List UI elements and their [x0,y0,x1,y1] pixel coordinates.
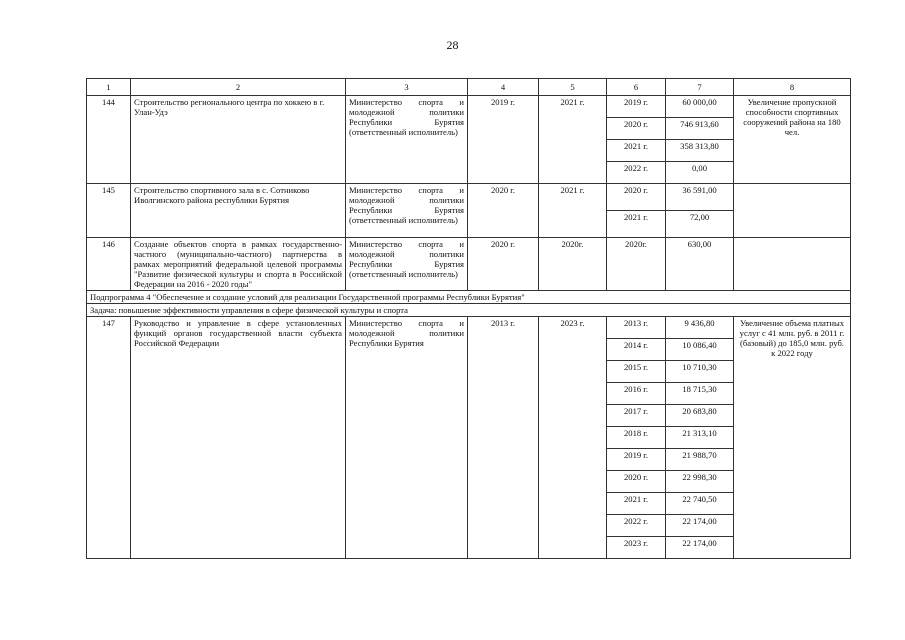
funding-year: 2021 г. [607,493,666,515]
funding-amount: 22 174,00 [666,537,734,559]
funding-amount: 746 913,60 [666,118,734,140]
funding-year: 2020 г. [607,184,666,211]
funding-amount: 0,00 [666,162,734,184]
end-year: 2020г. [539,238,607,291]
funding-amount: 60 000,00 [666,96,734,118]
start-year: 2019 г. [468,96,539,184]
end-year: 2023 г. [539,317,607,559]
col-number-header: 4 [468,79,539,96]
funding-year: 2019 г. [607,96,666,118]
funding-year: 2020 г. [607,118,666,140]
table-row [87,304,851,317]
funding-amount: 21 988,70 [666,449,734,471]
end-year: 2021 г. [539,96,607,184]
funding-amount: 630,00 [666,238,734,291]
funding-year: 2019 г. [607,449,666,471]
funding-year: 2020 г. [607,471,666,493]
expected-result: Увеличение пропускной способности спортивных сооружений района на 180 чел. [734,96,851,184]
executor: Министерство спорта и молодежной политики Республики Бурятия (ответственный исполнитель) [346,96,468,184]
measure-name: Создание объектов спорта в рамках государственно-частного (муниципально-частного) партнерства в рамках мероприятий федеральной целевой программы "Развитие физической культуры и спорта в Российской Федерации на 2016 - 2020 годы" [131,238,346,291]
table-row [87,184,851,211]
funding-year: 2021 г. [607,211,666,238]
funding-amount: 22 174,00 [666,515,734,537]
start-year: 2013 г. [468,317,539,559]
end-year: 2021 г. [539,184,607,238]
funding-amount: 9 436,80 [666,317,734,339]
page-number: 28 [446,38,459,52]
funding-amount: 72,00 [666,211,734,238]
task-title: Задача: повышение эффективности управления в сфере физической культуры и спорта [87,304,851,317]
col-number-header: 1 [87,79,131,96]
expected-result [734,238,851,291]
executor: Министерство спорта и молодежной политики Республики Бурятия [346,317,468,559]
col-number-header: 8 [734,79,851,96]
funding-year: 2020г. [607,238,666,291]
funding-year: 2014 г. [607,339,666,361]
funding-amount: 20 683,80 [666,405,734,427]
funding-year: 2015 г. [607,361,666,383]
funding-amount: 22 998,30 [666,471,734,493]
measure-name: Строительство спортивного зала в с. Сотниково Иволгинского района республики Бурятия [131,184,346,238]
funding-year: 2013 г. [607,317,666,339]
start-year: 2020 г. [468,238,539,291]
funding-amount: 358 313,80 [666,140,734,162]
row-number: 146 [87,238,131,291]
funding-amount: 22 740,50 [666,493,734,515]
funding-amount: 21 313,10 [666,427,734,449]
row-number: 145 [87,184,131,238]
funding-year: 2023 г. [607,537,666,559]
executor: Министерство спорта и молодежной политики Республики Бурятия (ответственный исполнитель) [346,238,468,291]
expected-result: Увеличение объема платных услуг с 41 млн. руб. в 2011 г. (базовый) до 185,0 млн. руб. к 2022 году [734,317,851,559]
funding-amount: 18 715,30 [666,383,734,405]
funding-year: 2018 г. [607,427,666,449]
funding-year: 2016 г. [607,383,666,405]
column-number-row [87,79,851,96]
table-row [87,96,851,118]
funding-year: 2021 г. [607,140,666,162]
funding-amount: 10 086,40 [666,339,734,361]
program-table [86,78,851,559]
start-year: 2020 г. [468,184,539,238]
col-number-header: 2 [131,79,346,96]
col-number-header: 3 [346,79,468,96]
funding-year: 2022 г. [607,162,666,184]
executor: Министерство спорта и молодежной политики Республики Бурятия (ответственный исполнитель) [346,184,468,238]
measure-name: Строительство регионального центра по хоккею в г. Улан-Удэ [131,96,346,184]
col-number-header: 7 [666,79,734,96]
row-number: 147 [87,317,131,559]
expected-result [734,184,851,238]
table-row [87,317,851,339]
col-number-header: 5 [539,79,607,96]
funding-year: 2017 г. [607,405,666,427]
row-number: 144 [87,96,131,184]
col-number-header: 6 [607,79,666,96]
funding-year: 2022 г. [607,515,666,537]
measure-name: Руководство и управление в сфере установленных функций органов государственной власти субъекта Российской Федерации [131,317,346,559]
table-row [87,291,851,304]
funding-amount: 10 710,30 [666,361,734,383]
funding-amount: 36 591,00 [666,184,734,211]
table-row [87,238,851,291]
subprogram-title: Подпрограмма 4 "Обеспечение и создание условий для реализации Государственной программы Республики Бурятия" [87,291,851,304]
